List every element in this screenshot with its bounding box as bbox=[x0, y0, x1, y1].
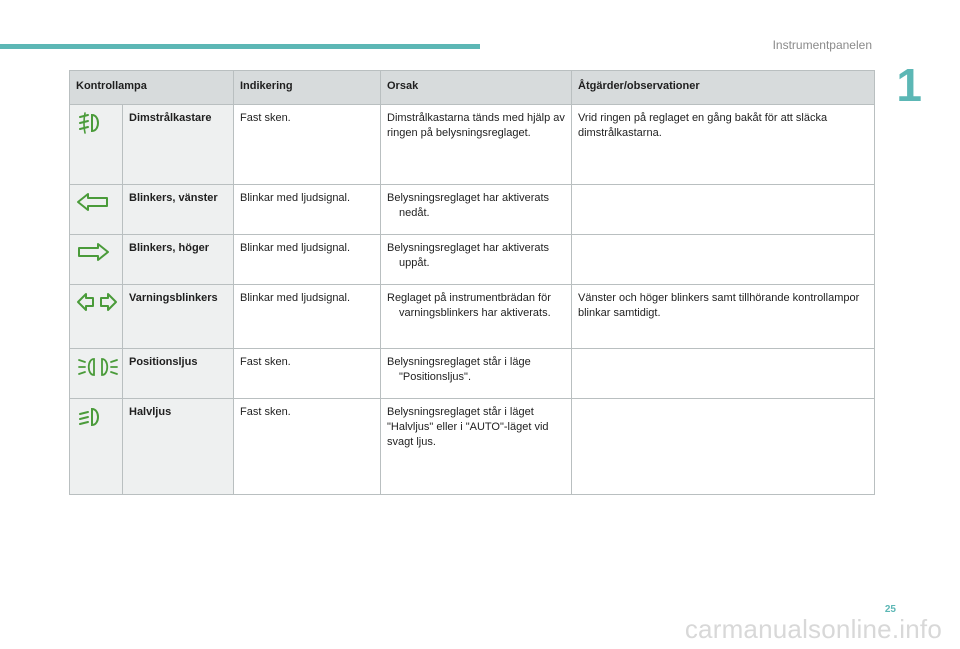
lamp-cause-text: Belysningsreglaget har aktiverats nedåt. bbox=[387, 192, 550, 219]
watermark: carmanualsonline.info bbox=[684, 614, 942, 644]
table-row bbox=[70, 285, 875, 349]
lamp-name: Halvljus bbox=[123, 399, 234, 495]
table-row bbox=[70, 235, 875, 285]
table-row bbox=[70, 185, 875, 235]
header-kontrollampa: Kontrollampa bbox=[70, 71, 234, 105]
position-lights-icon bbox=[76, 355, 120, 379]
lamp-action bbox=[572, 349, 875, 399]
lamp-action bbox=[572, 235, 875, 285]
lamp-indication: Blinkar med ljudsignal. bbox=[234, 285, 381, 349]
header-orsak: Orsak bbox=[381, 71, 572, 105]
lamp-indication: Fast sken. bbox=[234, 349, 381, 399]
lamp-cause bbox=[381, 399, 572, 495]
lamp-action bbox=[572, 399, 875, 495]
lamp-cause-text: Belysningsreglaget står i läge "Positionsljus". bbox=[387, 356, 531, 383]
lamp-name: Blinkers, vänster bbox=[123, 185, 234, 235]
icon-cell bbox=[70, 185, 123, 235]
lamp-name: Varningsblinkers bbox=[123, 285, 234, 349]
lamp-cause bbox=[381, 185, 572, 235]
lamp-indication: Fast sken. bbox=[234, 105, 381, 185]
lamp-cause bbox=[381, 349, 572, 399]
lamp-indication: Blinkar med ljudsignal. bbox=[234, 185, 381, 235]
lamp-cause: Dimstrålkastarna tänds med hjälp av ringen på belysningsreglaget. bbox=[381, 105, 572, 185]
lamp-cause-text: Reglaget på instrumentbrädan för varningsblinkers har aktiverats. bbox=[387, 292, 551, 319]
lamp-indication: Fast sken. bbox=[234, 399, 381, 495]
indicator-lamp-table bbox=[69, 70, 875, 495]
lamp-name: Blinkers, höger bbox=[123, 235, 234, 285]
icon-cell bbox=[70, 235, 123, 285]
lamp-action: Vrid ringen på reglaget en gång bakåt för att släcka dimstrålkastarna. bbox=[572, 105, 875, 185]
header-atgarder: Åtgärder/observationer bbox=[572, 71, 875, 105]
hazard-arrows-icon bbox=[76, 291, 118, 313]
lamp-name: Dimstrålkastare bbox=[123, 105, 234, 185]
left-arrow-icon bbox=[76, 191, 110, 213]
lamp-name: Positionsljus bbox=[123, 349, 234, 399]
page-number: 25 bbox=[884, 604, 896, 615]
lamp-cause bbox=[381, 285, 572, 349]
icon-cell bbox=[70, 399, 123, 495]
table-row bbox=[70, 105, 875, 185]
lamp-cause-text: Belysningsreglaget har aktiverats uppåt. bbox=[387, 242, 550, 269]
lamp-cause bbox=[381, 235, 572, 285]
dipped-beam-icon bbox=[76, 405, 106, 429]
icon-cell bbox=[70, 285, 123, 349]
lamp-cause-text: Belysningsreglaget står i läget "Halvljus" eller i "AUTO"-läget vid svagt ljus. bbox=[387, 406, 549, 448]
table-row bbox=[70, 349, 875, 399]
lamp-indication: Blinkar med ljudsignal. bbox=[234, 235, 381, 285]
icon-cell bbox=[70, 349, 123, 399]
chapter-number: 1 bbox=[896, 59, 922, 111]
header-accent-bar bbox=[0, 44, 480, 49]
header-indikering: Indikering bbox=[234, 71, 381, 105]
table-row bbox=[70, 399, 875, 495]
lamp-action: Vänster och höger blinkers samt tillhörande kontrollampor blinkar samtidigt. bbox=[572, 285, 875, 349]
icon-cell bbox=[70, 105, 123, 185]
front-fog-light-icon bbox=[76, 111, 106, 135]
table-header-row bbox=[70, 71, 875, 105]
lamp-action bbox=[572, 185, 875, 235]
section-title: Instrumentpanelen bbox=[772, 38, 872, 52]
right-arrow-icon bbox=[76, 241, 110, 263]
